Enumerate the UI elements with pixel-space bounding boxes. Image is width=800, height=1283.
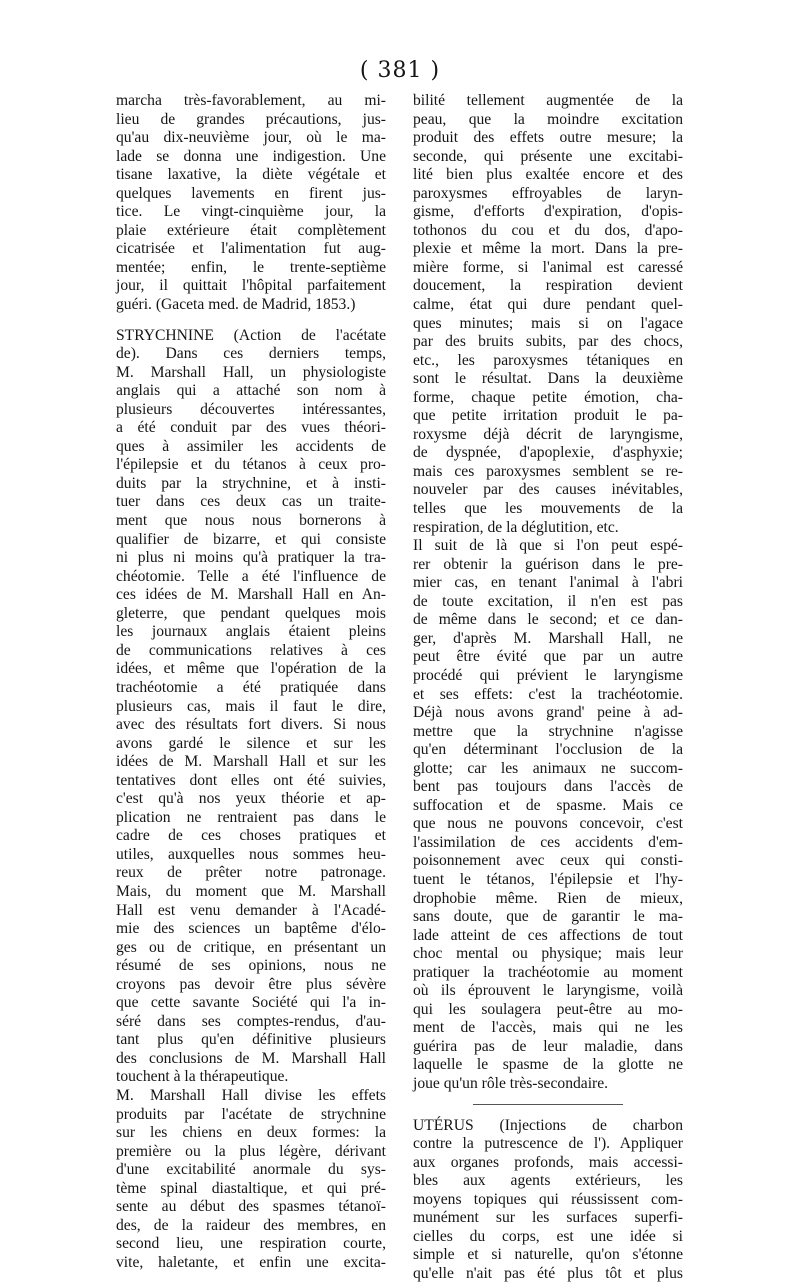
text-line: Déjà nous avons grand' peine à ad-	[413, 704, 683, 722]
text-line: sans doute, que de garantir le ma-	[413, 908, 683, 926]
text-line: tothonos du cou et du dos, d'apo-	[413, 221, 683, 239]
text-line: paroxysmes effroyables de laryn-	[413, 184, 683, 202]
text-line: M. Marshall Hall, un physiologiste	[116, 363, 386, 381]
text-line: plexie et même la mort. Dans la pre-	[413, 240, 683, 258]
text-line: mière forme, si l'animal est caressé	[413, 258, 683, 276]
text-line: gisme, d'efforts d'expiration, d'opis-	[413, 203, 683, 221]
text-line: de toute excitation, il n'en est pas	[413, 592, 683, 610]
text-line: choc mental ou physique; mais leur	[413, 945, 683, 963]
text-line: des, de la raideur des membres, en	[116, 1216, 386, 1234]
text-line: duits par la strychnine, et à insti-	[116, 474, 386, 492]
text-line: plaie extérieure était complètement	[116, 221, 386, 239]
text-line: plusieurs cas, mais il faut le dire,	[116, 697, 386, 715]
text-line: avons gardé le silence et sur les	[116, 734, 386, 752]
text-line: glotte; car les animaux ne succom-	[413, 759, 683, 777]
text-line: ques à assimiler les accidents de	[116, 437, 386, 455]
text-line: mie des sciences un baptême d'élo-	[116, 920, 386, 938]
text-line: avec des résultats fort divers. Si nous	[116, 716, 386, 734]
text-line: première ou la plus légère, dérivant	[116, 1142, 386, 1160]
text-line: Mais, du moment que M. Marshall	[116, 882, 386, 900]
text-line: que nous ne pouvons concevoir, c'est	[413, 815, 683, 833]
text-line: qu'en déterminant l'occlusion de la	[413, 741, 683, 759]
text-line: tisane laxative, la diète végétale et	[116, 166, 386, 184]
text-line: bent pas toujours dans l'accès de	[413, 778, 683, 796]
text-line: cicatrisée et l'alimentation fut aug-	[116, 240, 386, 258]
text-line: séré dans ses comptes-rendus, d'au-	[116, 1012, 386, 1030]
text-line: ces idées de M. Marshall Hall en An-	[116, 586, 386, 604]
text-line: mais ces paroxysmes semblent se re-	[413, 462, 683, 480]
text-line: doucement, la respiration devient	[413, 277, 683, 295]
text-line: ges ou de critique, en présentant un	[116, 938, 386, 956]
text-line: UTÉRUS (Injections de charbon	[413, 1116, 683, 1134]
text-line: moyens topiques qui réussissent com-	[413, 1190, 683, 1208]
text-line: Hall est venu demander à l'Acadé-	[116, 901, 386, 919]
text-line: sont le résultat. Dans la deuxième	[413, 370, 683, 388]
text-line: produit des effets outre mesure; la	[413, 129, 683, 147]
text-line: nouveler par des causes inévitables,	[413, 481, 683, 499]
text-line: trachéotomie a été pratiquée dans	[116, 678, 386, 696]
text-line: tème spinal diastaltique, et qui pré-	[116, 1179, 386, 1197]
text-line: poisonnement avec ceux qui consti-	[413, 852, 683, 870]
text-line: mier cas, en tenant l'animal à l'abri	[413, 574, 683, 592]
text-line: et ses effets: c'est la trachéotomie.	[413, 685, 683, 703]
text-line: tentatives dont elles ont été suivies,	[116, 771, 386, 789]
text-line: ques minutes; mais si on l'agace	[413, 314, 683, 332]
text-line: suffocation et de spasme. Mais ce	[413, 796, 683, 814]
text-line: touchent à la thérapeutique.	[116, 1068, 289, 1086]
text-line: tuer dans ces deux cas un traite-	[116, 493, 386, 511]
text-line: les journaux anglais étaient pleins	[116, 623, 386, 641]
text-line: par des bruits subits, par des chocs,	[413, 333, 683, 351]
text-line: respiration, de la déglutition, etc.	[413, 518, 619, 536]
text-line: lade se donna une indigestion. Une	[116, 147, 386, 165]
text-line: sur les chiens en deux formes: la	[116, 1124, 386, 1142]
text-line: ment que nous nous bornerons à	[116, 512, 386, 530]
text-line: laquelle le spasme de la glotte ne	[413, 1056, 683, 1074]
text-line: simple et si naturelle, qu'on s'étonne	[413, 1246, 683, 1264]
text-line: reux de prêter notre patronage.	[116, 864, 386, 882]
text-line: ni plus ni moins qu'à pratiquer la tra-	[116, 549, 386, 567]
text-line: plusieurs découvertes intéressantes,	[116, 400, 386, 418]
text-line: a été conduit par des vues théori-	[116, 419, 386, 437]
text-line: procédé qui prévient le laryngisme	[413, 666, 683, 684]
text-line: d'une excitabilité anormale du sys-	[116, 1161, 386, 1179]
text-line: drophobie même. Rien de mieux,	[413, 889, 683, 907]
text-line: de). Dans ces derniers temps,	[116, 345, 386, 363]
text-line: idées de M. Marshall Hall et sur les	[116, 753, 386, 771]
text-line: mettre que la strychnine n'agisse	[413, 722, 683, 740]
text-line: qui les soulagera peut-être au mo-	[413, 1000, 683, 1018]
text-line: qu'au dix-neuvième jour, où le ma-	[116, 129, 386, 147]
text-line: des conclusions de M. Marshall Hall	[116, 1049, 386, 1067]
text-line: STRYCHNINE (Action de l'acétate	[116, 326, 386, 344]
text-line: lité bien plus exaltée encore et des	[413, 166, 683, 184]
text-line: anglais qui a attaché son nom à	[116, 382, 386, 400]
text-line: Il suit de là que si l'on peut espé-	[413, 537, 683, 555]
text-line: cadre de ces choses pratiques et	[116, 827, 386, 845]
text-line: seconde, qui présente une excitabi-	[413, 147, 683, 165]
text-line: utiles, auxquelles nous sommes heu-	[116, 845, 386, 863]
text-line: second lieu, une respiration courte,	[116, 1235, 386, 1253]
text-line: sente au début des spasmes tétanoï-	[116, 1198, 386, 1216]
text-line: qualifier de bizarre, et qui consiste	[116, 530, 386, 548]
text-line: forme, chaque petite émotion, cha-	[413, 388, 683, 406]
text-line: tice. Le vingt-cinquième jour, la	[116, 203, 386, 221]
right-column	[413, 92, 683, 1283]
text-line: produits par l'acétate de strychnine	[116, 1105, 386, 1123]
text-line: ment de l'accès, mais qui ne les	[413, 1019, 683, 1037]
text-line: bilité tellement augmentée de la	[413, 92, 683, 109]
text-line: munément sur les surfaces superfi-	[413, 1209, 683, 1227]
text-line: etc., les paroxysmes tétaniques en	[413, 351, 683, 369]
text-line: chéotomie. Telle a été l'influence de	[116, 567, 386, 585]
text-line: où ils éprouvent le laryngisme, voilà	[413, 982, 683, 1000]
text-line: pratiquer la trachéotomie au moment	[413, 963, 683, 981]
text-line: tant plus qu'en définitive plusieurs	[116, 1031, 386, 1049]
text-line: de même dans le second; et ce dan-	[413, 611, 683, 629]
text-line: telles que les mouvements de la	[413, 500, 683, 518]
text-line: gleterre, que pendant quelques mois	[116, 604, 386, 622]
text-line: aux organes profonds, mais accessi-	[413, 1153, 683, 1171]
text-line: bles aux agents extérieurs, les	[413, 1172, 683, 1190]
text-line: rer obtenir la guérison dans le pre-	[413, 555, 683, 573]
text-line: calme, état qui dure pendant quel-	[413, 296, 683, 314]
text-line: lade atteint de ces affections de tout	[413, 926, 683, 944]
text-line: peut être évité que par un autre	[413, 648, 683, 666]
text-line: l'assimilation de ces accidents d'em-	[413, 833, 683, 851]
text-line: l'épilepsie et du tétanos à ceux pro-	[116, 456, 386, 474]
text-line: croyons pas devoir être plus sévère	[116, 975, 386, 993]
text-line: vite, haletante, et enfin une excita-	[116, 1253, 386, 1271]
text-line: quelques lavements en firent jus-	[116, 184, 386, 202]
text-line: qu'elle n'ait pas été plus tôt et plus	[413, 1264, 683, 1282]
page-number: ( 381 )	[359, 58, 441, 83]
text-line: que cette savante Société qui l'a in-	[116, 994, 386, 1012]
text-line: mentée; enfin, le trente-septième	[116, 258, 386, 276]
section-divider	[473, 1104, 623, 1105]
paragraph-gap	[116, 315, 386, 327]
text-line: de dyspnée, d'apoplexie, d'asphyxie;	[413, 444, 683, 462]
text-line: de communications relatives à ces	[116, 641, 386, 659]
text-line: cielles du corps, est une idée si	[413, 1227, 683, 1245]
text-line: guéri. (Gaceta med. de Madrid, 1853.)	[116, 296, 356, 314]
text-line: contre la putrescence de l'). Appliquer	[413, 1135, 683, 1153]
text-line: idées, et même que l'opération de la	[116, 660, 386, 678]
text-line: résumé de ses opinions, nous ne	[116, 957, 386, 975]
text-line: roxysme déjà décrit de laryngisme,	[413, 425, 683, 443]
text-line: lieu de grandes précautions, jus-	[116, 110, 386, 128]
text-line: tuent le tétanos, l'épilepsie et l'hy-	[413, 870, 683, 888]
text-line: plication ne rentraient pas dans le	[116, 808, 386, 826]
left-column	[116, 92, 386, 1272]
text-line: guérira pas de leur maladie, dans	[413, 1037, 683, 1055]
text-line: M. Marshall Hall divise les effets	[116, 1086, 386, 1104]
text-line: que petite irritation produit le pa-	[413, 407, 683, 425]
text-line: peau, que la moindre excitation	[413, 110, 683, 128]
text-line: joue qu'un rôle très-secondaire.	[413, 1074, 609, 1092]
text-line: jour, il quittait l'hôpital parfaitement	[116, 277, 386, 295]
text-line: marcha très-favorablement, au mi-	[116, 92, 386, 109]
text-line: c'est qu'à nos yeux théorie et ap-	[116, 790, 386, 808]
text-line: ger, d'après M. Marshall Hall, ne	[413, 629, 683, 647]
